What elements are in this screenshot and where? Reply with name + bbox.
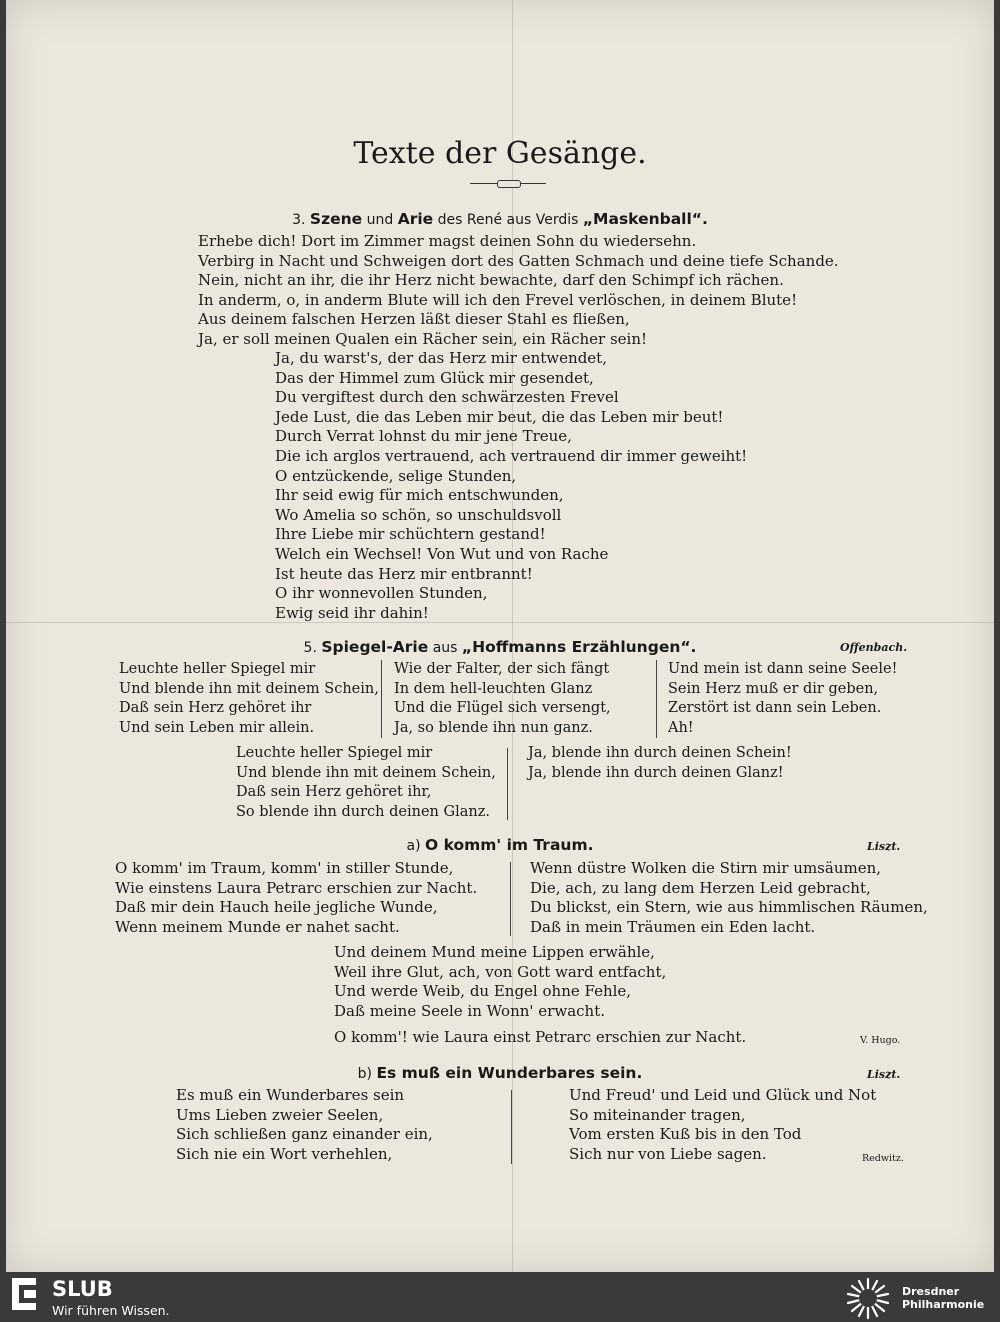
verse-line: Ewig seid ihr dahin! — [275, 603, 429, 622]
verse-line: Ja, du warst's, der das Herz mir entwendet, — [275, 349, 607, 367]
verse-line: Die ich arglos vertrauend, ach vertrauend dir immer geweiht! — [275, 446, 748, 465]
partner-name-line: Philharmonie — [902, 1298, 985, 1311]
section-word: und — [366, 212, 394, 228]
section-number: 5. — [303, 640, 317, 656]
page-title: Texte der Gesänge. — [353, 136, 647, 171]
section-word: Spiegel-Arie — [321, 638, 429, 656]
verse-line: Ja, blende ihn durch deinen Glanz! — [528, 764, 784, 781]
verse-line: Ums Lieben zweier Seelen, — [176, 1105, 384, 1124]
verse-line: Daß mir dein Hauch heile jegliche Wunde, — [115, 898, 438, 917]
verse-line: Leuchte heller Spiegel mir — [236, 745, 433, 761]
spiegel-column-3 — [668, 660, 897, 738]
verse-line: Wie einstens Laura Petrarc erschien zur Nacht. — [115, 878, 478, 897]
verse-line: Wie der Falter, der sich fängt — [394, 661, 610, 677]
partner-name — [902, 1285, 984, 1311]
section-opera-title: „Hoffmanns Erzählungen“. — [461, 638, 697, 656]
verse-line: Daß in mein Träumen ein Eden lacht. — [530, 917, 816, 936]
column-divider — [511, 1090, 512, 1164]
verse-line: Und blende ihn mit deinem Schein, — [236, 764, 496, 781]
column-divider — [656, 660, 657, 738]
verse-line: Und die Flügel sich versengt, — [394, 700, 611, 717]
verse-line: Die, ach, zu lang dem Herzen Leid gebracht, — [530, 878, 871, 897]
section-heading-wunderbares — [0, 1064, 1000, 1082]
wunderbares-column-right — [569, 1086, 876, 1164]
traum-final-stanza — [334, 943, 666, 1021]
verse-line: Wenn meinem Munde er nahet sacht. — [115, 917, 400, 936]
poet-name: V. Hugo. — [860, 1035, 901, 1046]
verse-line: Daß sein Herz gehöret ihr — [119, 700, 312, 717]
composer-name: Offenbach. — [840, 641, 908, 654]
section-number: 3. — [292, 212, 306, 228]
section-opera-title: „Maskenball“. — [582, 210, 708, 228]
traum-closing-line: O komm'! wie Laura einst Petrarc erschien zur Nacht. — [334, 1028, 747, 1046]
slub-tagline: Wir führen Wissen. — [52, 1303, 170, 1318]
composer-name: Liszt. — [867, 840, 901, 853]
verse-line: Und deinem Mund meine Lippen erwähle, — [334, 943, 655, 961]
verse-line: In dem hell-leuchten Glanz — [394, 680, 593, 697]
composer-name: Liszt. — [867, 1068, 901, 1081]
verse-line: Vom ersten Kuß bis in den Tod — [569, 1125, 802, 1144]
verse-line: O komm' im Traum, komm' in stiller Stunde, — [115, 859, 454, 877]
verse-line: Wenn düstre Wolken die Stirn mir umsäumen, — [530, 859, 882, 877]
verse-line: Ihre Liebe mir schüchtern gestand! — [275, 525, 546, 544]
verse-line: Verbirg in Nacht und Schweigen dort des Gatten Schmach und deine tiefe Schande. — [198, 251, 839, 270]
traum-column-left — [115, 859, 477, 937]
verse-line: Und blende ihn mit deinem Schein, — [119, 680, 379, 697]
philharmonie-logo-icon — [842, 1276, 894, 1320]
section-number: a) — [406, 838, 421, 854]
section-heading-maskenball — [0, 210, 1000, 228]
section-heading-o-komm-im-traum — [0, 836, 1000, 854]
verse-line: So blende ihn durch deinen Glanz. — [236, 803, 490, 820]
verse-line: Weil ihre Glut, ach, von Gott ward entfacht, — [334, 962, 667, 981]
verse-line: Sich nur von Liebe sagen. — [569, 1144, 767, 1163]
verse-line: Sein Herz muß er dir geben, — [668, 680, 879, 697]
maskenball-recitative — [198, 232, 839, 350]
column-divider — [381, 660, 382, 738]
spiegel-refrain-right — [528, 744, 792, 783]
verse-line: Durch Verrat lohnst du mir jene Treue, — [275, 427, 572, 446]
verse-line: Ja, er soll meinen Qualen ein Rächer sein, ein Rächer sein! — [198, 329, 648, 348]
verse-line: Sich schließen ganz einander ein, — [176, 1125, 433, 1144]
verse-line: Und Freud' und Leid und Glück und Not — [569, 1086, 877, 1104]
column-divider — [507, 748, 508, 820]
verse-line: In anderm, o, in anderm Blute will ich den Frevel verlöschen, in deinem Blute! — [198, 290, 798, 309]
traum-column-right — [530, 859, 928, 937]
wunderbares-column-left — [176, 1086, 433, 1164]
verse-line: Daß sein Herz gehöret ihr, — [236, 784, 432, 801]
title-ornament — [470, 180, 546, 188]
section-word: des René aus Verdis — [437, 212, 579, 228]
verse-line: Daß meine Seele in Wonn' erwacht. — [334, 1001, 605, 1020]
verse-line: Nein, nicht an ihr, die ihr Herz nicht bewachte, darf den Schimpf ich rächen. — [198, 271, 784, 290]
verse-line: Wo Amelia so schön, so unschuldsvoll — [275, 505, 562, 524]
verse-line: Welch ein Wechsel! Von Wut und von Rache — [275, 544, 609, 563]
verse-line: Jede Lust, die das Leben mir beut, die das Leben mir beut! — [275, 407, 724, 426]
spiegel-refrain-left — [236, 744, 496, 822]
section-word: Arie — [397, 210, 434, 228]
verse-line: Das der Himmel zum Glück mir gesendet, — [275, 368, 594, 387]
spiegel-column-2 — [394, 660, 611, 738]
verse-line: Und mein ist dann seine Seele! — [668, 661, 898, 677]
verse-line: Leuchte heller Spiegel mir — [119, 661, 316, 677]
verse-line: Du vergiftest durch den schwärzesten Frevel — [275, 388, 619, 407]
verse-line: Und werde Weib, du Engel ohne Fehle, — [334, 982, 632, 1001]
verse-line: So miteinander tragen, — [569, 1105, 746, 1124]
maskenball-aria — [275, 349, 747, 623]
spiegel-column-1 — [119, 660, 379, 738]
verse-line: O entzückende, selige Stunden, — [275, 466, 517, 485]
verse-line: Ja, so blende ihn nun ganz. — [394, 719, 593, 736]
verse-line: Und sein Leben mir allein. — [119, 719, 315, 736]
verse-line: Du blickst, ein Stern, wie aus himmlischen Räumen, — [530, 898, 928, 917]
verse-line: Es muß ein Wunderbares sein — [176, 1086, 405, 1104]
column-divider — [510, 862, 511, 936]
verse-line: Zerstört ist dann sein Leben. — [668, 700, 882, 717]
slub-name: SLUB — [52, 1277, 113, 1301]
section-word: aus — [432, 640, 458, 656]
verse-line: Erhebe dich! Dort im Zimmer magst deinen Sohn du wiedersehn. — [198, 232, 697, 250]
song-title: O komm' im Traum. — [425, 836, 594, 854]
verse-line: Sich nie ein Wort verhehlen, — [176, 1144, 393, 1163]
section-word: Szene — [309, 210, 363, 228]
verse-line: Aus deinem falschen Herzen läßt dieser Stahl es fließen, — [198, 310, 630, 329]
slub-logo-icon — [12, 1278, 36, 1310]
song-title: Es muß ein Wunderbares sein. — [376, 1064, 643, 1082]
poet-name: Redwitz. — [862, 1153, 904, 1164]
section-number: b) — [357, 1066, 372, 1082]
verse-line: Ja, blende ihn durch deinen Schein! — [528, 745, 792, 761]
partner-name-line: Dresdner — [902, 1285, 960, 1298]
verse-line: Ihr seid ewig für mich entschwunden, — [275, 486, 564, 505]
verse-line: Ah! — [668, 719, 694, 736]
verse-line: O ihr wonnevollen Stunden, — [275, 584, 488, 603]
verse-line: Ist heute das Herz mir entbrannt! — [275, 564, 533, 583]
